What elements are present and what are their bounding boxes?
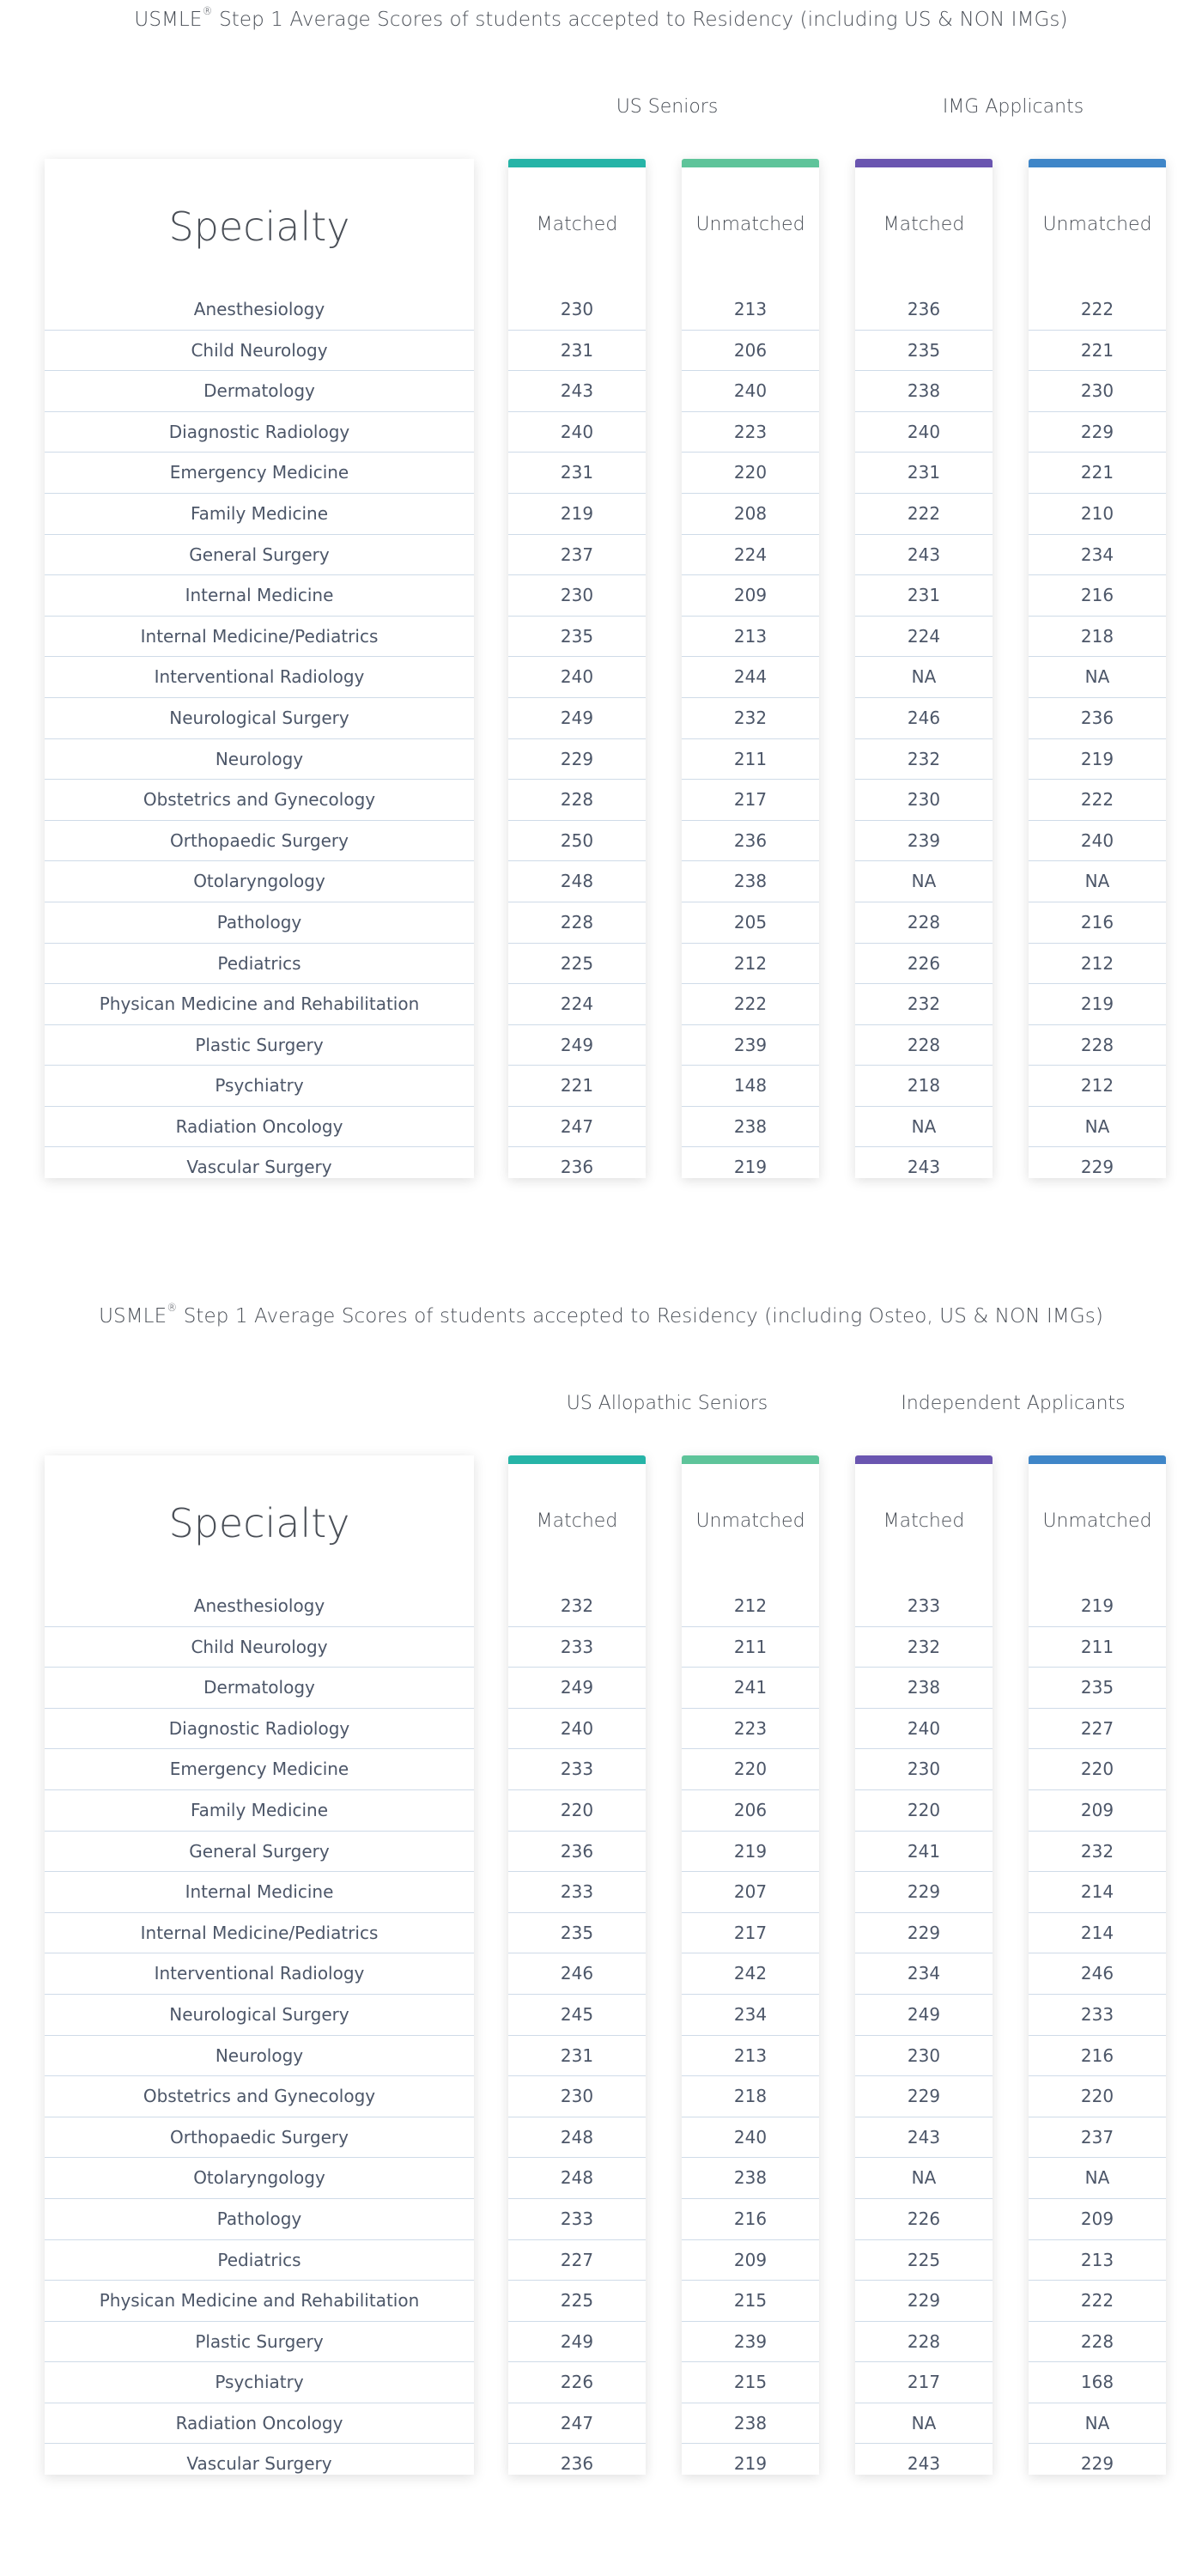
score-cell: 249 xyxy=(508,1025,646,1066)
score-cell: 239 xyxy=(682,1025,819,1066)
score-cell: 248 xyxy=(508,2158,646,2199)
score-cell: 248 xyxy=(508,2117,646,2159)
score-cell: 206 xyxy=(682,1790,819,1832)
score-cell: 237 xyxy=(508,535,646,576)
group-label-right: IMG Applicants xyxy=(942,96,1084,118)
score-cell: 240 xyxy=(508,412,646,453)
score-cell: 240 xyxy=(855,1709,993,1750)
score-cell: 240 xyxy=(508,657,646,698)
specialty-name: General Surgery xyxy=(45,535,474,576)
score-cell: 211 xyxy=(682,1627,819,1668)
specialty-name: Neurology xyxy=(45,2036,474,2077)
score-cell: 234 xyxy=(855,1953,993,1995)
score-cell: 231 xyxy=(508,453,646,494)
specialty-name: Child Neurology xyxy=(45,1627,474,1668)
score-cell: 211 xyxy=(682,739,819,781)
score-cell: NA xyxy=(855,657,993,698)
specialty-name: Radiation Oncology xyxy=(45,1107,474,1148)
score-cell: 209 xyxy=(682,2240,819,2281)
specialty-column xyxy=(45,1455,474,2475)
score-cell: 209 xyxy=(1029,1790,1166,1832)
section-title xyxy=(0,5,1202,31)
score-cell: 215 xyxy=(682,2281,819,2322)
score-cell: 247 xyxy=(508,1107,646,1148)
score-cell: 219 xyxy=(1029,984,1166,1025)
specialty-header: Specialty xyxy=(168,1500,350,1546)
score-cell: 233 xyxy=(855,1586,993,1627)
score-cell: 246 xyxy=(1029,1953,1166,1995)
specialty-name: Obstetrics and Gynecology xyxy=(45,2076,474,2117)
specialty-name: Interventional Radiology xyxy=(45,657,474,698)
specialty-name: Anesthesiology xyxy=(45,1586,474,1627)
score-cell: 243 xyxy=(907,1157,941,1178)
specialty-name: Interventional Radiology xyxy=(45,1953,474,1995)
score-cell: 230 xyxy=(855,2036,993,2077)
score-cell: 217 xyxy=(682,780,819,821)
score-cell: 236 xyxy=(508,1832,646,1873)
score-cell: 231 xyxy=(508,2036,646,2077)
column-header: Matched xyxy=(883,213,965,235)
score-cell: 235 xyxy=(508,617,646,658)
specialty-name: Neurological Surgery xyxy=(45,698,474,739)
score-column-1 xyxy=(508,1455,646,2475)
column-header: Unmatched xyxy=(1042,1510,1152,1532)
score-cell: 243 xyxy=(855,2117,993,2159)
specialty-name: Otolaryngology xyxy=(45,861,474,902)
score-cell: 238 xyxy=(855,371,993,412)
score-cell: 208 xyxy=(682,494,819,535)
score-cell: 220 xyxy=(682,453,819,494)
score-cell: 221 xyxy=(1029,453,1166,494)
score-column-2 xyxy=(682,159,819,1178)
score-cell: 211 xyxy=(1029,1627,1166,1668)
score-cell: 239 xyxy=(855,821,993,862)
score-column-1 xyxy=(508,159,646,1178)
score-cell: 212 xyxy=(682,944,819,985)
specialty-name: Physican Medicine and Rehabilitation xyxy=(45,2281,474,2322)
score-cell: 209 xyxy=(1029,2199,1166,2240)
score-cell: 220 xyxy=(682,1749,819,1790)
specialty-name: Vascular Surgery xyxy=(186,2453,332,2475)
specialty-name: Internal Medicine xyxy=(45,575,474,617)
score-cell: 228 xyxy=(1029,1025,1166,1066)
specialty-name: Child Neurology xyxy=(45,331,474,372)
specialty-name: Neurology xyxy=(45,739,474,781)
score-cell: 231 xyxy=(855,575,993,617)
score-cell: 236 xyxy=(682,821,819,862)
score-cell: 237 xyxy=(1029,2117,1166,2159)
specialty-name: Diagnostic Radiology xyxy=(45,412,474,453)
specialty-name: General Surgery xyxy=(45,1832,474,1873)
score-cell: NA xyxy=(1029,657,1166,698)
score-cell: 218 xyxy=(1029,617,1166,658)
score-cell: 235 xyxy=(1029,1668,1166,1709)
specialty-name: Anesthesiology xyxy=(45,289,474,331)
score-cell: 233 xyxy=(508,2199,646,2240)
score-cell: 228 xyxy=(855,902,993,944)
score-cell: NA xyxy=(855,861,993,902)
score-cell: 230 xyxy=(508,289,646,331)
score-cell: 168 xyxy=(1029,2362,1166,2403)
score-column-3 xyxy=(855,1455,993,2475)
score-cell: 219 xyxy=(733,1157,768,1178)
title-text: Step 1 Average Scores of students accepted to Residency (including Osteo, US & NON IMGs) xyxy=(183,1305,1103,1327)
group-label-right: Independent Applicants xyxy=(901,1393,1126,1414)
score-cell: 227 xyxy=(508,2240,646,2281)
score-cell: NA xyxy=(855,2158,993,2199)
column-header: Matched xyxy=(536,1510,618,1532)
specialty-header: Specialty xyxy=(168,204,350,250)
specialty-name: Neurological Surgery xyxy=(45,1995,474,2036)
score-cell: 229 xyxy=(508,739,646,781)
title-text: Step 1 Average Scores of students accepted to Residency (including US & NON IMGs) xyxy=(219,9,1068,31)
score-cell: 227 xyxy=(1029,1709,1166,1750)
score-cell: 213 xyxy=(682,289,819,331)
score-cell: 226 xyxy=(508,2362,646,2403)
score-cell: 205 xyxy=(682,902,819,944)
score-cell: 230 xyxy=(855,1749,993,1790)
score-cell: NA xyxy=(1029,861,1166,902)
score-cell: 228 xyxy=(508,780,646,821)
score-cell: 233 xyxy=(508,1872,646,1913)
score-cell: 246 xyxy=(855,698,993,739)
score-cell: 218 xyxy=(855,1066,993,1107)
score-cell: 212 xyxy=(1029,1066,1166,1107)
score-cell: 224 xyxy=(855,617,993,658)
score-cell: 232 xyxy=(508,1586,646,1627)
score-cell: 217 xyxy=(682,1913,819,1954)
score-cell: 229 xyxy=(1029,412,1166,453)
score-cell: 238 xyxy=(855,1668,993,1709)
score-cell: 228 xyxy=(855,1025,993,1066)
group-label-left: US Allopathic Seniors xyxy=(566,1393,768,1414)
score-cell: 214 xyxy=(1029,1872,1166,1913)
score-column-2 xyxy=(682,1455,819,2475)
group-label-left: US Seniors xyxy=(616,96,719,118)
score-cell: 238 xyxy=(682,861,819,902)
score-cell: 228 xyxy=(1029,2322,1166,2363)
score-cell: 213 xyxy=(682,617,819,658)
specialty-name: Psychiatry xyxy=(45,1066,474,1107)
score-cell: 216 xyxy=(1029,2036,1166,2077)
score-cell: 236 xyxy=(855,289,993,331)
score-cell: 224 xyxy=(508,984,646,1025)
score-cell: 232 xyxy=(1029,1832,1166,1873)
score-cell: 222 xyxy=(855,494,993,535)
score-cell: 226 xyxy=(855,2199,993,2240)
score-cell: 230 xyxy=(508,2076,646,2117)
score-column-4 xyxy=(1029,159,1166,1178)
score-cell: NA xyxy=(1029,2158,1166,2199)
score-cell: 220 xyxy=(1029,1749,1166,1790)
score-cell: 215 xyxy=(682,2362,819,2403)
score-cell: 225 xyxy=(855,2240,993,2281)
score-cell: 213 xyxy=(682,2036,819,2077)
specialty-name: Pediatrics xyxy=(45,2240,474,2281)
score-cell: 248 xyxy=(508,861,646,902)
specialty-name: Internal Medicine/Pediatrics xyxy=(45,617,474,658)
score-cell: 242 xyxy=(682,1953,819,1995)
score-cell: 223 xyxy=(682,1709,819,1750)
score-cell: 243 xyxy=(907,2453,941,2475)
score-cell: 234 xyxy=(682,1995,819,2036)
score-cell: 231 xyxy=(508,331,646,372)
column-header: Unmatched xyxy=(695,1510,805,1532)
score-cell: 243 xyxy=(855,535,993,576)
specialty-name: Internal Medicine/Pediatrics xyxy=(45,1913,474,1954)
score-cell: 222 xyxy=(1029,289,1166,331)
score-cell: 233 xyxy=(1029,1995,1166,2036)
score-cell: 225 xyxy=(508,944,646,985)
score-cell: 229 xyxy=(855,1913,993,1954)
score-column-3 xyxy=(855,159,993,1178)
score-cell: 229 xyxy=(855,2281,993,2322)
specialty-name: Plastic Surgery xyxy=(45,1025,474,1066)
title-prefix: USMLE xyxy=(134,9,203,31)
score-cell: 233 xyxy=(508,1749,646,1790)
score-cell: 246 xyxy=(508,1953,646,1995)
score-cell: 222 xyxy=(682,984,819,1025)
score-cell: 244 xyxy=(682,657,819,698)
score-cell: 249 xyxy=(508,1668,646,1709)
score-cell: 231 xyxy=(855,453,993,494)
score-cell: 234 xyxy=(1029,535,1166,576)
score-cell: 213 xyxy=(1029,2240,1166,2281)
title-prefix: USMLE xyxy=(99,1305,167,1327)
column-header: Matched xyxy=(883,1510,965,1532)
score-cell: 247 xyxy=(508,2403,646,2445)
score-cell: 219 xyxy=(682,1832,819,1873)
specialty-name: Plastic Surgery xyxy=(45,2322,474,2363)
specialty-name: Psychiatry xyxy=(45,2362,474,2403)
score-cell: 249 xyxy=(508,698,646,739)
score-cell: 230 xyxy=(855,780,993,821)
score-cell: 236 xyxy=(560,1157,594,1178)
score-cell: 228 xyxy=(855,2322,993,2363)
specialty-name: Pathology xyxy=(45,2199,474,2240)
specialty-name: Family Medicine xyxy=(45,494,474,535)
score-cell: 240 xyxy=(682,2117,819,2159)
score-cell: 221 xyxy=(508,1066,646,1107)
score-cell: NA xyxy=(855,1107,993,1148)
specialty-column xyxy=(45,159,474,1178)
specialty-name: Orthopaedic Surgery xyxy=(45,821,474,862)
column-header: Unmatched xyxy=(1042,213,1152,235)
score-cell: 240 xyxy=(855,412,993,453)
score-cell: 240 xyxy=(682,371,819,412)
column-header: Matched xyxy=(536,213,618,235)
score-cell: 212 xyxy=(682,1586,819,1627)
registered-mark: ® xyxy=(202,5,213,17)
specialty-name: Obstetrics and Gynecology xyxy=(45,780,474,821)
specialty-name: Vascular Surgery xyxy=(186,1157,332,1178)
score-cell: 217 xyxy=(855,2362,993,2403)
score-cell: 206 xyxy=(682,331,819,372)
score-cell: 229 xyxy=(855,1872,993,1913)
score-cell: 230 xyxy=(1029,371,1166,412)
column-header: Unmatched xyxy=(695,213,805,235)
specialty-name: Internal Medicine xyxy=(45,1872,474,1913)
score-cell: 232 xyxy=(855,739,993,781)
score-cell: 218 xyxy=(682,2076,819,2117)
score-cell: 221 xyxy=(1029,331,1166,372)
score-cell: 148 xyxy=(682,1066,819,1107)
score-cell: 235 xyxy=(508,1913,646,1954)
score-cell: 216 xyxy=(1029,902,1166,944)
score-cell: 216 xyxy=(682,2199,819,2240)
score-cell: 243 xyxy=(508,371,646,412)
score-cell: NA xyxy=(855,2403,993,2445)
score-cell: 240 xyxy=(508,1709,646,1750)
score-cell: 222 xyxy=(1029,2281,1166,2322)
specialty-name: Radiation Oncology xyxy=(45,2403,474,2445)
specialty-name: Orthopaedic Surgery xyxy=(45,2117,474,2159)
score-cell: 232 xyxy=(682,698,819,739)
score-cell: 220 xyxy=(1029,2076,1166,2117)
score-cell: 212 xyxy=(1029,944,1166,985)
specialty-name: Otolaryngology xyxy=(45,2158,474,2199)
score-cell: 216 xyxy=(1029,575,1166,617)
score-cell: 219 xyxy=(508,494,646,535)
score-cell: 245 xyxy=(508,1995,646,2036)
score-cell: NA xyxy=(1029,1107,1166,1148)
score-cell: 229 xyxy=(1080,1157,1114,1178)
score-cell: 226 xyxy=(855,944,993,985)
score-cell: 233 xyxy=(508,1627,646,1668)
score-cell: 207 xyxy=(682,1872,819,1913)
score-cell: 224 xyxy=(682,535,819,576)
specialty-name: Family Medicine xyxy=(45,1790,474,1832)
score-column-4 xyxy=(1029,1455,1166,2475)
score-cell: 238 xyxy=(682,1107,819,1148)
score-cell: 220 xyxy=(855,1790,993,1832)
score-cell: 238 xyxy=(682,2403,819,2445)
score-cell: 229 xyxy=(1080,2453,1114,2475)
specialty-name: Pathology xyxy=(45,902,474,944)
specialty-name: Pediatrics xyxy=(45,944,474,985)
score-cell: 230 xyxy=(508,575,646,617)
score-cell: 223 xyxy=(682,412,819,453)
specialty-name: Dermatology xyxy=(45,1668,474,1709)
score-cell: 220 xyxy=(508,1790,646,1832)
score-cell: 219 xyxy=(733,2453,768,2475)
specialty-name: Emergency Medicine xyxy=(45,1749,474,1790)
score-cell: 235 xyxy=(855,331,993,372)
score-cell: 240 xyxy=(1029,821,1166,862)
score-cell: 249 xyxy=(855,1995,993,2036)
score-cell: 232 xyxy=(855,984,993,1025)
score-cell: 229 xyxy=(855,2076,993,2117)
score-cell: 219 xyxy=(1029,1586,1166,1627)
specialty-name: Diagnostic Radiology xyxy=(45,1709,474,1750)
score-cell: NA xyxy=(1029,2403,1166,2445)
score-cell: 239 xyxy=(682,2322,819,2363)
score-cell: 249 xyxy=(508,2322,646,2363)
score-cell: 236 xyxy=(1029,698,1166,739)
score-cell: 238 xyxy=(682,2158,819,2199)
section-title xyxy=(0,1302,1202,1327)
score-cell: 209 xyxy=(682,575,819,617)
specialty-name: Physican Medicine and Rehabilitation xyxy=(45,984,474,1025)
score-cell: 214 xyxy=(1029,1913,1166,1954)
score-cell: 222 xyxy=(1029,780,1166,821)
specialty-name: Emergency Medicine xyxy=(45,453,474,494)
specialty-name: Dermatology xyxy=(45,371,474,412)
score-cell: 228 xyxy=(508,902,646,944)
registered-mark: ® xyxy=(167,1302,178,1314)
score-cell: 241 xyxy=(682,1668,819,1709)
score-cell: 236 xyxy=(560,2453,594,2475)
score-cell: 241 xyxy=(855,1832,993,1873)
score-cell: 210 xyxy=(1029,494,1166,535)
score-cell: 225 xyxy=(508,2281,646,2322)
score-cell: 250 xyxy=(508,821,646,862)
score-cell: 219 xyxy=(1029,739,1166,781)
score-cell: 232 xyxy=(855,1627,993,1668)
